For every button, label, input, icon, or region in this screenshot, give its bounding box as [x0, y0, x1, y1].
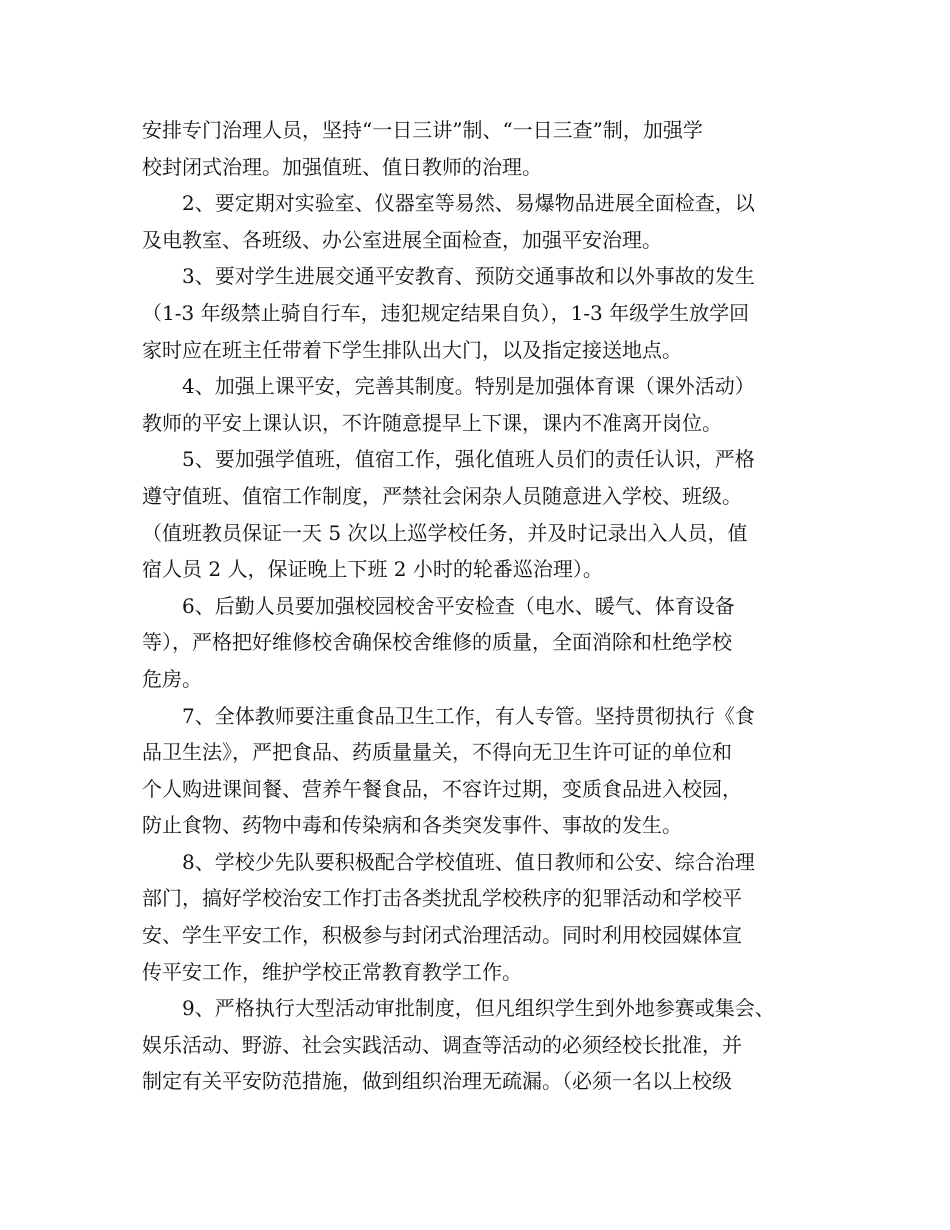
paragraph-first-line: 9、严格执行大型活动审批制度，但凡组织学生到外地参赛或集会、: [182, 996, 775, 1021]
document-body: [142, 112, 822, 1100]
paragraph-first-line: 3、要对学生进展交通平安教育、预防交通事故和以外事故的发生: [182, 264, 755, 289]
paragraph-first-line: 5、要加强学值班，值宿工作，强化值班人员们的责任认识，严格: [182, 447, 755, 472]
paragraph-line: 教师的平安上课认识，不许随意提早上下课，课内不准离开岗位。: [142, 410, 722, 435]
paragraph-line: 防止食物、药物中毒和传染病和各类突发事件、事故的发生。: [142, 813, 682, 838]
paragraph-line: 品卫生法》，严把食品、药质量量关，不得向无卫生许可证的单位和: [142, 740, 732, 765]
paragraph-first-line: 4、加强上课平安，完善其制度。特别是加强体育课（课外活动）: [182, 374, 755, 399]
paragraph-first-line: 7、全体教师要注重食品卫生工作，有人专管。坚持贯彻执行《食: [182, 703, 755, 728]
paragraph-line: （值班教员保证一天 5 次以上巡学校任务，并及时记录出入人员，值: [142, 520, 748, 545]
paragraph-line: 部门，搞好学校治安工作打击各类扰乱学校秩序的犯罪活动和学校平: [142, 886, 742, 911]
paragraph-line: 传平安工作，维护学校正常教育教学工作。: [142, 959, 522, 984]
paragraph-line: 个人购进课间餐、营养午餐食品，不容许过期，变质食品进入校园，: [142, 776, 742, 801]
paragraph-line: 校封闭式治理。加强值班、值日教师的治理。: [142, 154, 542, 179]
paragraph-line: 危房。: [142, 666, 202, 691]
paragraph-line: 及电教室、各班级、办公室进展全面检查，加强平安治理。: [142, 227, 662, 252]
paragraph-line: 遵守值班、值宿工作制度，严禁社会闲杂人员随意进入学校、班级。: [142, 483, 742, 508]
paragraph-line: 宿人员 2 人，保证晚上下班 2 小时的轮番巡治理）。: [142, 557, 603, 582]
paragraph-line: 安、学生平安工作，积极参与封闭式治理活动。同时利用校园媒体宣: [142, 923, 742, 948]
paragraph-first-line: 2、要定期对实验室、仪器室等易然、易爆物品进展全面检查，以: [182, 191, 755, 216]
paragraph-line: 家时应在班主任带着下学生排队出大门，以及指定接送地点。: [142, 337, 682, 362]
paragraph-line: 制定有关平安防范措施，做到组织治理无疏漏。（必须一名以上校级: [142, 1069, 732, 1094]
paragraph-first-line: 8、学校少先队要积极配合学校值班、值日教师和公安、综合治理: [182, 849, 755, 874]
paragraph-line: 安排专门治理人员，坚持“一日三讲”制、“一日三查”制，加强学: [142, 118, 703, 142]
paragraph-line: 等），严格把好维修校舍确保校舍维修的质量，全面消除和杜绝学校: [142, 630, 732, 655]
paragraph-line: （1-3 年级禁止骑自行车，违犯规定结果自负），1-3 年级学生放学回: [142, 300, 750, 325]
paragraph-first-line: 6、后勤人员要加强校园校舍平安检查（电水、暖气、体育设备: [182, 593, 735, 618]
paragraph-line: 娱乐活动、野游、社会实践活动、调查等活动的必须经校长批准，并: [142, 1032, 742, 1057]
